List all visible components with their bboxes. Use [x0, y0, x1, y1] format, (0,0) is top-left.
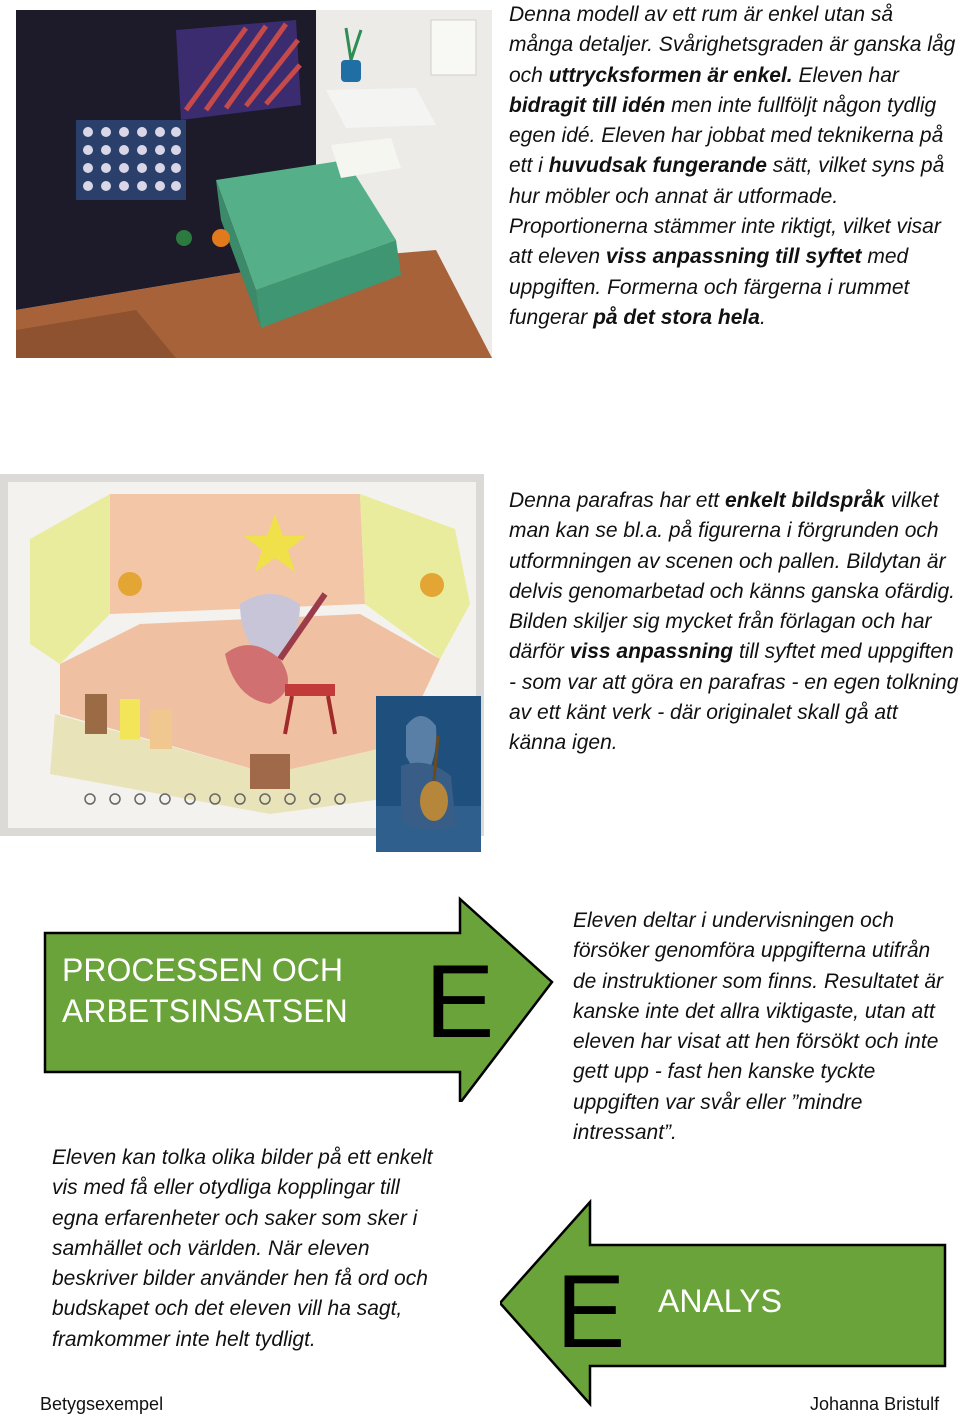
process-arrow-title: PROCESSEN OCH ARBETSINSATSEN	[62, 952, 348, 1029]
room-model-description: Denna modell av ett rum är enkel utan så många detaljer. Svårighetsgraden är ganska låg och uttrycksformen är enkel. Eleven har bidragit till idén men inte fullföljt någon tydlig egen idé. Eleven har jobbat med teknikerna på ett i huvudsak fungerande sätt, vilket syns på hur möbler och annat är utformade. Proportionerna stämmer inte riktigt, vilket visar att eleven viss anpassning till syftet med uppgiften. Formerna och färgerna i rummet fungerar på det stora hela.	[509, 3, 956, 329]
process-description: Eleven deltar i undervisningen och försöker genomföra uppgifterna utifrån de instruktioner som finns. Resultatet är kanske inte det allra viktigaste, utan att eleven har visat att hen försökt och inte gett upp - fast hen kanske tyckte uppgiften var svår eller ”mindre intressant”.	[573, 909, 944, 1145]
analys-description: Eleven kan tolka olika bilder på ett enkelt vis med få eller otydliga kopplingar till egna erfarenheter och saker som sker i samhället och världen. När eleven beskriver bilder använder hen få ord och budskapet och det eleven vill ha sagt, framkommer inte helt tydligt.	[52, 1146, 433, 1351]
process-grade: E	[425, 944, 495, 1060]
analys-arrow-title: ANALYS	[658, 1283, 782, 1319]
analys-grade: E	[556, 1254, 626, 1370]
footer-right: Johanna Bristulf	[810, 1394, 940, 1414]
footer-left: Betygsexempel	[40, 1394, 164, 1414]
reference-painting	[376, 696, 481, 852]
paraphrase-description: Denna parafras har ett enkelt bildspråk vilket man kan se bl.a. på figurerna i förgrunden och utformningen av scenen och pallen. Bildytan är delvis genomarbetad och känns ganska ofärdig. Bilden skiljer sig mycket från förlagan och har därför viss anpassning till syftet med uppgiften - som var att göra en parafras - en egen tolkning av ett känt verk - där originalet skall gå att känna igen.	[509, 489, 959, 755]
room-model-photo	[16, 10, 492, 358]
